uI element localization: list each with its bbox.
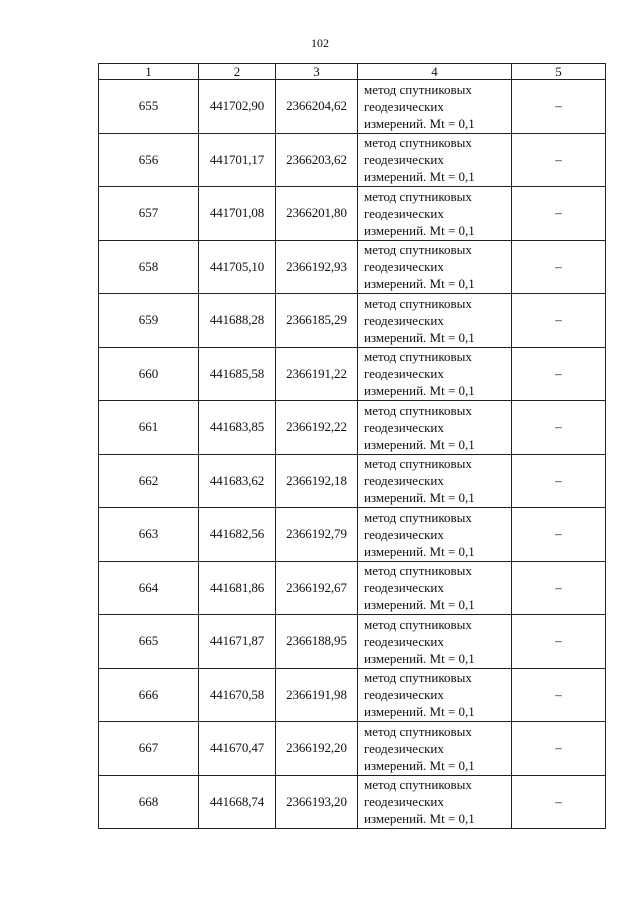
- table-row: [99, 668, 606, 722]
- coordinate-y: 2366192,67: [276, 561, 358, 615]
- point-number: 662: [99, 454, 199, 508]
- empty-value-dash: –: [512, 401, 606, 455]
- method-description: [358, 508, 512, 562]
- point-number: 664: [99, 561, 199, 615]
- table-row: [99, 347, 606, 401]
- table-row: [99, 133, 606, 187]
- empty-value-dash: –: [512, 294, 606, 348]
- coordinate-x: 441668,74: [199, 775, 276, 829]
- method-line: метод спутниковых: [364, 670, 472, 686]
- point-number: 655: [99, 80, 199, 134]
- empty-value-dash: –: [512, 561, 606, 615]
- coordinate-x: 441702,90: [199, 80, 276, 134]
- table-row: [99, 187, 606, 241]
- coordinate-x: 441671,87: [199, 615, 276, 669]
- coordinate-y: 2366185,29: [276, 294, 358, 348]
- coordinate-x: 441701,08: [199, 187, 276, 241]
- page-number: 102: [311, 36, 329, 50]
- method-description: [358, 294, 512, 348]
- table-row: [99, 508, 606, 562]
- empty-value-dash: –: [512, 133, 606, 187]
- coordinate-y: 2366192,22: [276, 401, 358, 455]
- empty-value-dash: –: [512, 187, 606, 241]
- method-line: измерений. Mt = 0,1: [364, 757, 475, 773]
- method-line: метод спутниковых: [364, 349, 472, 365]
- method-line: геодезических: [364, 473, 444, 489]
- empty-value-dash: –: [512, 240, 606, 294]
- table-row: [99, 294, 606, 348]
- table-row: [99, 401, 606, 455]
- coordinate-y: 2366188,95: [276, 615, 358, 669]
- method-line: метод спутниковых: [364, 723, 472, 739]
- coordinate-x: 441685,58: [199, 347, 276, 401]
- method-line: геодезических: [364, 152, 444, 168]
- point-number: 660: [99, 347, 199, 401]
- coordinate-y: 2366191,22: [276, 347, 358, 401]
- table-row: [99, 240, 606, 294]
- point-number: 659: [99, 294, 199, 348]
- empty-value-dash: –: [512, 508, 606, 562]
- column-header-4: 4: [358, 64, 512, 80]
- table-row: [99, 775, 606, 829]
- point-number: 656: [99, 133, 199, 187]
- method-line: измерений. Mt = 0,1: [364, 490, 475, 506]
- method-description: [358, 240, 512, 294]
- empty-value-dash: –: [512, 615, 606, 669]
- method-description: [358, 401, 512, 455]
- empty-value-dash: –: [512, 80, 606, 134]
- method-line: измерений. Mt = 0,1: [364, 276, 475, 292]
- point-number: 661: [99, 401, 199, 455]
- table-row: [99, 722, 606, 776]
- coordinate-x: 441670,58: [199, 668, 276, 722]
- method-description: [358, 722, 512, 776]
- column-header-1: 1: [99, 64, 199, 80]
- method-line: метод спутниковых: [364, 135, 472, 151]
- empty-value-dash: –: [512, 722, 606, 776]
- method-line: геодезических: [364, 366, 444, 382]
- table-row: [99, 454, 606, 508]
- method-line: измерений. Mt = 0,1: [364, 222, 475, 238]
- method-line: измерений. Mt = 0,1: [364, 383, 475, 399]
- method-description: [358, 615, 512, 669]
- coordinate-x: 441670,47: [199, 722, 276, 776]
- coordinate-x: 441701,17: [199, 133, 276, 187]
- method-line: геодезических: [364, 740, 444, 756]
- empty-value-dash: –: [512, 347, 606, 401]
- method-line: метод спутниковых: [364, 188, 472, 204]
- coordinate-y: 2366192,18: [276, 454, 358, 508]
- method-line: геодезических: [364, 580, 444, 596]
- method-line: измерений. Mt = 0,1: [364, 650, 475, 666]
- method-description: [358, 775, 512, 829]
- method-line: измерений. Mt = 0,1: [364, 115, 475, 131]
- coordinate-x: 441681,86: [199, 561, 276, 615]
- table-row: [99, 615, 606, 669]
- coordinate-y: 2366204,62: [276, 80, 358, 134]
- column-header-5: 5: [512, 64, 606, 80]
- method-line: измерений. Mt = 0,1: [364, 704, 475, 720]
- coordinate-x: 441683,62: [199, 454, 276, 508]
- method-description: [358, 347, 512, 401]
- point-number: 668: [99, 775, 199, 829]
- coordinates-table: [98, 63, 606, 829]
- coordinate-y: 2366193,20: [276, 775, 358, 829]
- method-line: измерений. Mt = 0,1: [364, 169, 475, 185]
- column-header-3: 3: [276, 64, 358, 80]
- method-line: геодезических: [364, 259, 444, 275]
- method-description: [358, 187, 512, 241]
- method-line: геодезических: [364, 633, 444, 649]
- method-line: геодезических: [364, 419, 444, 435]
- method-line: метод спутниковых: [364, 456, 472, 472]
- coordinate-y: 2366203,62: [276, 133, 358, 187]
- table-row: [99, 561, 606, 615]
- point-number: 658: [99, 240, 199, 294]
- method-line: измерений. Mt = 0,1: [364, 436, 475, 452]
- method-description: [358, 454, 512, 508]
- method-line: метод спутниковых: [364, 295, 472, 311]
- point-number: 665: [99, 615, 199, 669]
- method-line: метод спутниковых: [364, 402, 472, 418]
- method-line: измерений. Mt = 0,1: [364, 329, 475, 345]
- table-body: [99, 80, 606, 829]
- method-line: геодезических: [364, 687, 444, 703]
- method-line: измерений. Mt = 0,1: [364, 811, 475, 827]
- header-row: [99, 64, 606, 80]
- method-line: метод спутниковых: [364, 616, 472, 632]
- empty-value-dash: –: [512, 454, 606, 508]
- method-line: метод спутниковых: [364, 509, 472, 525]
- coordinate-y: 2366201,80: [276, 187, 358, 241]
- point-number: 663: [99, 508, 199, 562]
- method-description: [358, 668, 512, 722]
- coordinate-x: 441705,10: [199, 240, 276, 294]
- method-description: [358, 133, 512, 187]
- method-line: метод спутниковых: [364, 563, 472, 579]
- coordinate-y: 2366192,79: [276, 508, 358, 562]
- table-row: [99, 80, 606, 134]
- point-number: 657: [99, 187, 199, 241]
- coordinate-x: 441682,56: [199, 508, 276, 562]
- method-line: геодезических: [364, 794, 444, 810]
- column-header-2: 2: [199, 64, 276, 80]
- point-number: 666: [99, 668, 199, 722]
- method-line: измерений. Mt = 0,1: [364, 543, 475, 559]
- empty-value-dash: –: [512, 775, 606, 829]
- coordinate-x: 441688,28: [199, 294, 276, 348]
- method-line: геодезических: [364, 98, 444, 114]
- method-description: [358, 561, 512, 615]
- method-line: геодезических: [364, 312, 444, 328]
- empty-value-dash: –: [512, 668, 606, 722]
- point-number: 667: [99, 722, 199, 776]
- method-line: метод спутниковых: [364, 777, 472, 793]
- coordinate-x: 441683,85: [199, 401, 276, 455]
- method-line: геодезических: [364, 205, 444, 221]
- method-line: геодезических: [364, 526, 444, 542]
- coordinate-y: 2366191,98: [276, 668, 358, 722]
- method-line: измерений. Mt = 0,1: [364, 597, 475, 613]
- coordinate-y: 2366192,20: [276, 722, 358, 776]
- method-line: метод спутниковых: [364, 242, 472, 258]
- coordinate-y: 2366192,93: [276, 240, 358, 294]
- method-line: метод спутниковых: [364, 81, 472, 97]
- method-description: [358, 80, 512, 134]
